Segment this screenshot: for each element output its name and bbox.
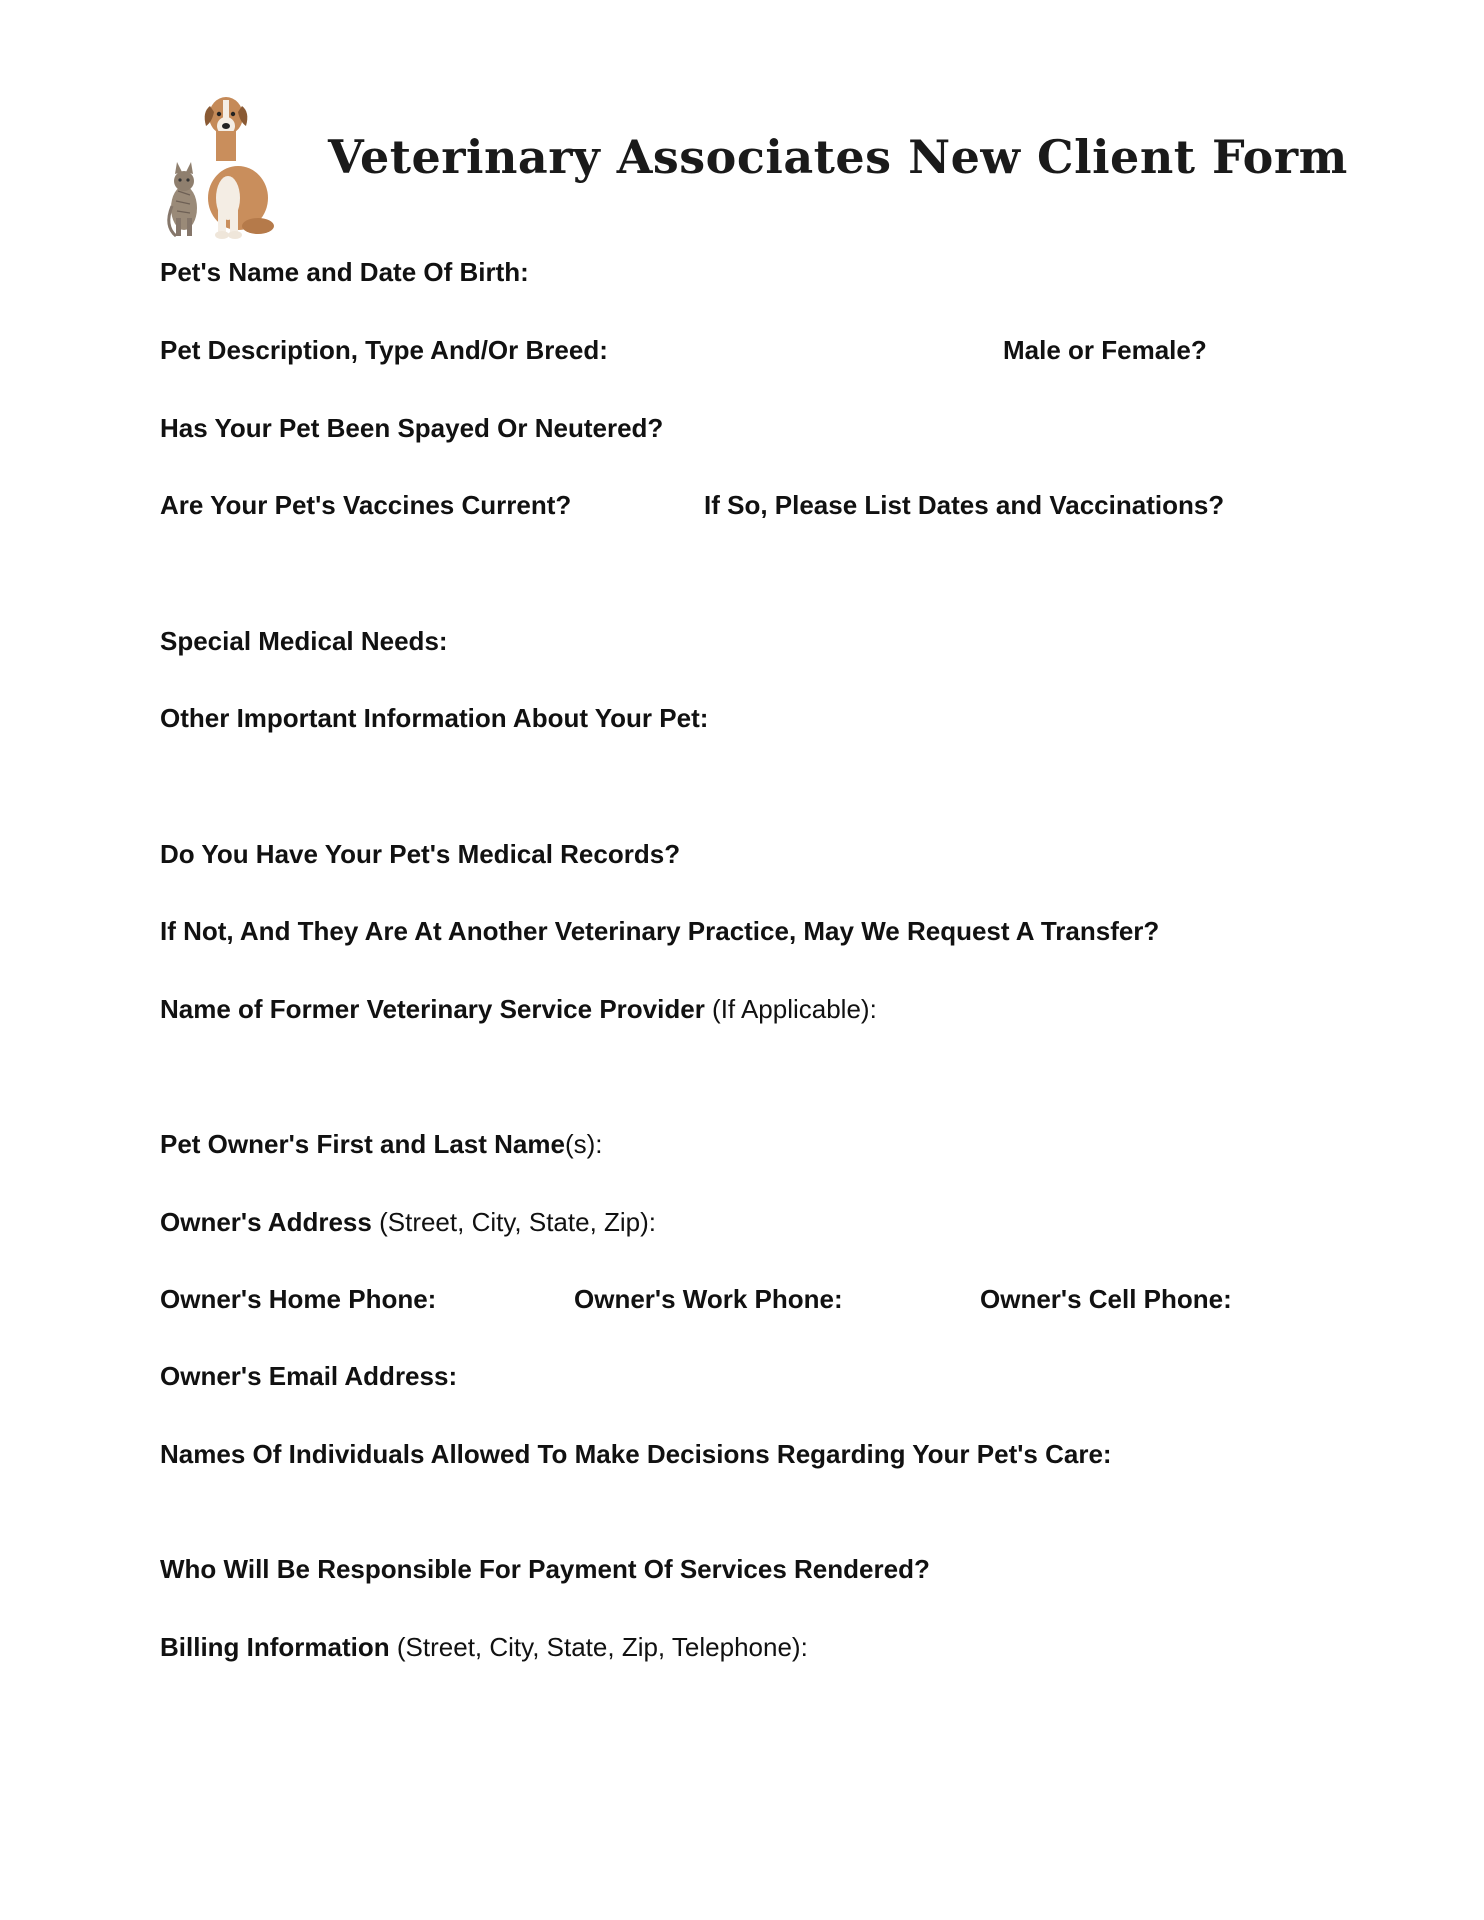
email-label: Owner's Email Address: [160,1361,458,1391]
cat-illustration [169,162,197,236]
dog-illustration [205,97,274,239]
pet-name-dob-label: Pet's Name and Date Of Birth: [160,257,529,287]
decision-makers-label: Names Of Individuals Allowed To Make Decisions Regarding Your Pet's Care: [160,1439,1112,1469]
payment-responsible-label: Who Will Be Responsible For Payment Of Services Rendered? [160,1554,930,1584]
form-title: Veterinary Associates New Client Form [328,130,1348,184]
special-medical-label: Special Medical Needs: [160,626,448,656]
dog-and-cat-logo [156,86,292,241]
transfer-request-label: If Not, And They Are At Another Veterinary Practice, May We Request A Transfer? [160,916,1160,946]
owner-address-note: (Street, City, State, Zip): [379,1207,657,1237]
home-phone-label: Owner's Home Phone: [160,1284,437,1314]
billing-info-note: (Street, City, State, Zip, Telephone): [396,1632,808,1662]
work-phone-label: Owner's Work Phone: [574,1284,843,1314]
medical-records-label: Do You Have Your Pet's Medical Records? [160,839,681,869]
former-provider-note: (If Applicable): [712,994,877,1024]
vaccines-list-label: If So, Please List Dates and Vaccinations? [704,490,1225,520]
owner-address-label: Owner's Address (Street, City, State, Zip): [160,1207,657,1237]
former-provider-label: Name of Former Veterinary Service Provider (If Applicable): [160,994,877,1024]
owner-name-label: Pet Owner's First and Last Name(s): [160,1129,603,1159]
spayed-neutered-label: Has Your Pet Been Spayed Or Neutered? [160,413,664,443]
other-info-label: Other Important Information About Your Pet: [160,703,709,733]
pet-description-label: Pet Description, Type And/Or Breed: [160,335,608,365]
male-female-label: Male or Female? [1003,335,1207,365]
cell-phone-label: Owner's Cell Phone: [980,1284,1232,1314]
owner-name-note: (s): [564,1129,603,1159]
billing-info-label: Billing Information (Street, City, State, Zip, Telephone): [160,1632,808,1662]
vaccines-current-label: Are Your Pet's Vaccines Current? [160,490,572,520]
